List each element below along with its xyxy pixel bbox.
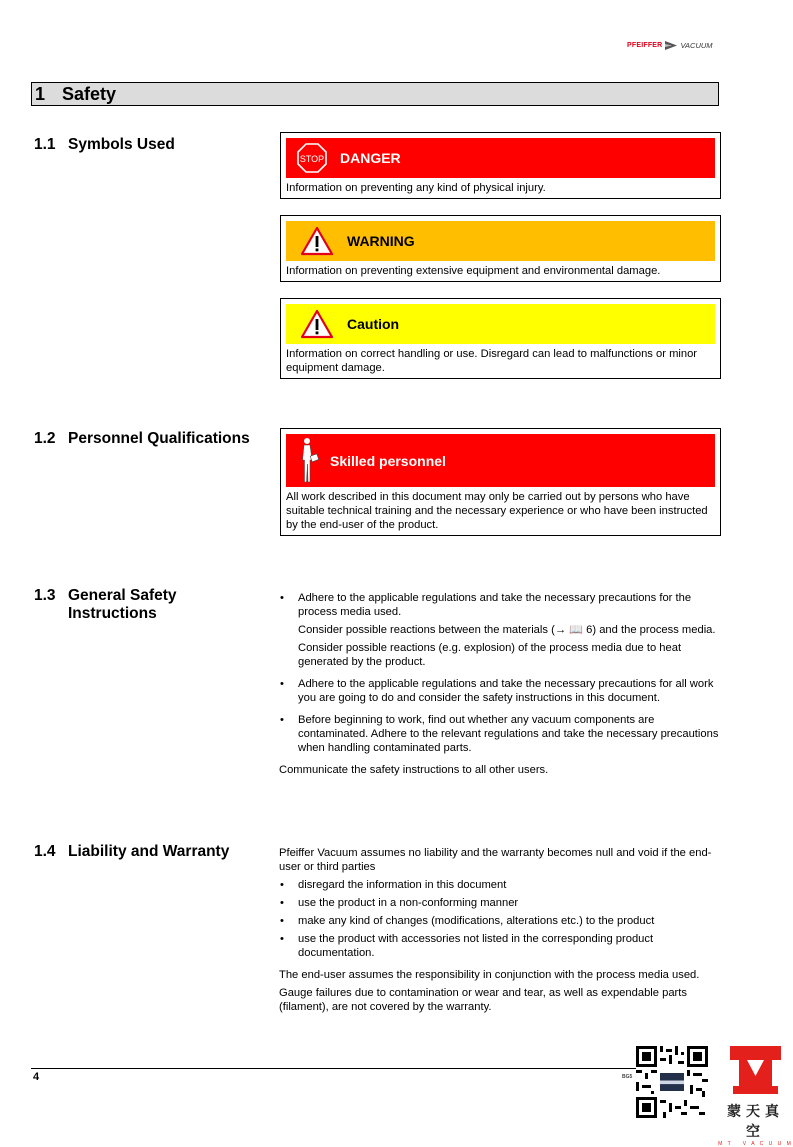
mt-logo-icon: [718, 1046, 793, 1094]
list-item: [279, 914, 721, 928]
intro-paragraph: Pfeiffer Vacuum assumes no liability and the warranty becomes null and void if the end-user or third parties: [279, 847, 712, 873]
caution-description: Information on correct handling or use. Disregard can lead to malfunctions or minor equipment damage.: [286, 348, 698, 374]
bullet: •: [280, 714, 284, 726]
list-item-text: Adhere to the applicable regulations and take the necessary precautions for the process media used.: [298, 592, 692, 618]
danger-label: DANGER: [340, 150, 401, 166]
skilled-personnel-description: All work described in this document may only be carried out by persons who have suitable technical training and the necessary experience or who have been instructed by the end-user of the product.: [286, 491, 708, 531]
section-title: Symbols Used: [68, 136, 175, 153]
caution-label: Caution: [347, 316, 400, 332]
section-heading-general-safety: [34, 587, 177, 623]
list-item-subtext: Consider possible reactions (e.g. explosion) of the process media due to heat generated by the product.: [298, 642, 682, 668]
warning-label: WARNING: [347, 233, 415, 249]
section-heading-symbols: [34, 136, 175, 154]
skilled-personnel-label: Skilled personnel: [330, 452, 446, 469]
section-number: 1.4: [34, 843, 56, 860]
qr-code-icon: [636, 1046, 708, 1118]
svg-text:STOP: STOP: [299, 154, 325, 164]
stop-sign-icon: [297, 143, 327, 173]
chapter-title-bar: [31, 82, 719, 106]
chapter-title: Safety: [62, 83, 117, 104]
list-item: [279, 932, 721, 960]
list-item-text: use the product with accessories not listed in the corresponding product documentation.: [298, 933, 654, 959]
bullet: •: [280, 592, 284, 604]
chapter-number: 1: [35, 83, 46, 104]
section-title-line2: Instructions: [68, 605, 157, 622]
list-item: [279, 591, 724, 669]
section-title: Personnel Qualifications: [68, 430, 250, 447]
list-item: [279, 677, 724, 705]
danger-notice: [280, 132, 721, 199]
warning-banner: [286, 221, 715, 261]
skilled-personnel-notice: [280, 428, 721, 536]
danger-banner: [286, 138, 715, 178]
bullet: •: [280, 678, 284, 690]
caution-banner: [286, 304, 715, 344]
list-item-text: Adhere to the applicable regulations and take the necessary precautions for all work you are going to do and consider the safety instructions in this document.: [298, 678, 714, 704]
list-item-subtext: Consider possible reactions between the materials (→ 📖 6) and the process media.: [298, 624, 716, 636]
warranty-paragraph: Gauge failures due to contamination or wear and tear, as well as expendable parts (filament), are not covered by the warranty.: [279, 987, 687, 1013]
warning-notice: [280, 215, 721, 282]
caution-triangle-icon: [300, 309, 334, 339]
liability-content: [279, 846, 721, 1014]
skilled-personnel-banner: [286, 434, 715, 487]
list-item-text: Before beginning to work, find out whether any vacuum components are contaminated. Adhere to the relevant regulations and take the necessary precautions when handling contaminated parts.: [298, 714, 719, 754]
footer-divider: [31, 1068, 651, 1069]
logo-arrow-icon: [665, 41, 677, 50]
page-number: 4: [33, 1071, 40, 1083]
warning-triangle-icon: [300, 226, 334, 256]
bullet: •: [280, 897, 284, 909]
warning-description: Information on preventing extensive equipment and environmental damage.: [286, 265, 661, 277]
logo-brand-right: VACUUM: [680, 40, 713, 50]
list-item-text: use the product in a non-conforming manner: [298, 897, 519, 909]
bullet: •: [280, 915, 284, 927]
section-number: 1.2: [34, 430, 56, 447]
bullet: •: [280, 879, 284, 891]
section-heading-personnel: [34, 430, 250, 448]
watermark-en-text: M T V A C U U M: [718, 1141, 793, 1147]
bullet: •: [280, 933, 284, 945]
section-title: [68, 587, 177, 623]
section-title-line1: General Safety: [68, 587, 177, 604]
list-item-text: make any kind of changes (modifications, alterations etc.) to the product: [298, 915, 655, 927]
section-number: 1.1: [34, 136, 56, 153]
danger-description: Information on preventing any kind of physical injury.: [286, 182, 546, 194]
section-heading-liability: [34, 843, 229, 861]
document-reference: BG5: [622, 1074, 633, 1080]
general-safety-content: [279, 591, 724, 777]
logo-brand-left: PFEIFFER: [627, 41, 663, 49]
section-number: 1.3: [34, 587, 56, 604]
caution-notice: [280, 298, 721, 379]
watermark-cn-text: 蒙天真空: [727, 1103, 784, 1139]
list-item: [279, 878, 721, 892]
list-item: [279, 713, 724, 755]
pfeiffer-vacuum-logo: [627, 38, 713, 52]
list-item: [279, 896, 721, 910]
mt-vacuum-watermark-logo: [718, 1046, 793, 1147]
list-item-text: disregard the information in this document: [298, 879, 507, 891]
responsibility-paragraph: The end-user assumes the responsibility in conjunction with the process media used.: [279, 969, 700, 981]
section-title: Liability and Warranty: [68, 843, 230, 860]
skilled-person-icon: [298, 436, 322, 486]
closing-paragraph: Communicate the safety instructions to all other users.: [279, 764, 549, 776]
